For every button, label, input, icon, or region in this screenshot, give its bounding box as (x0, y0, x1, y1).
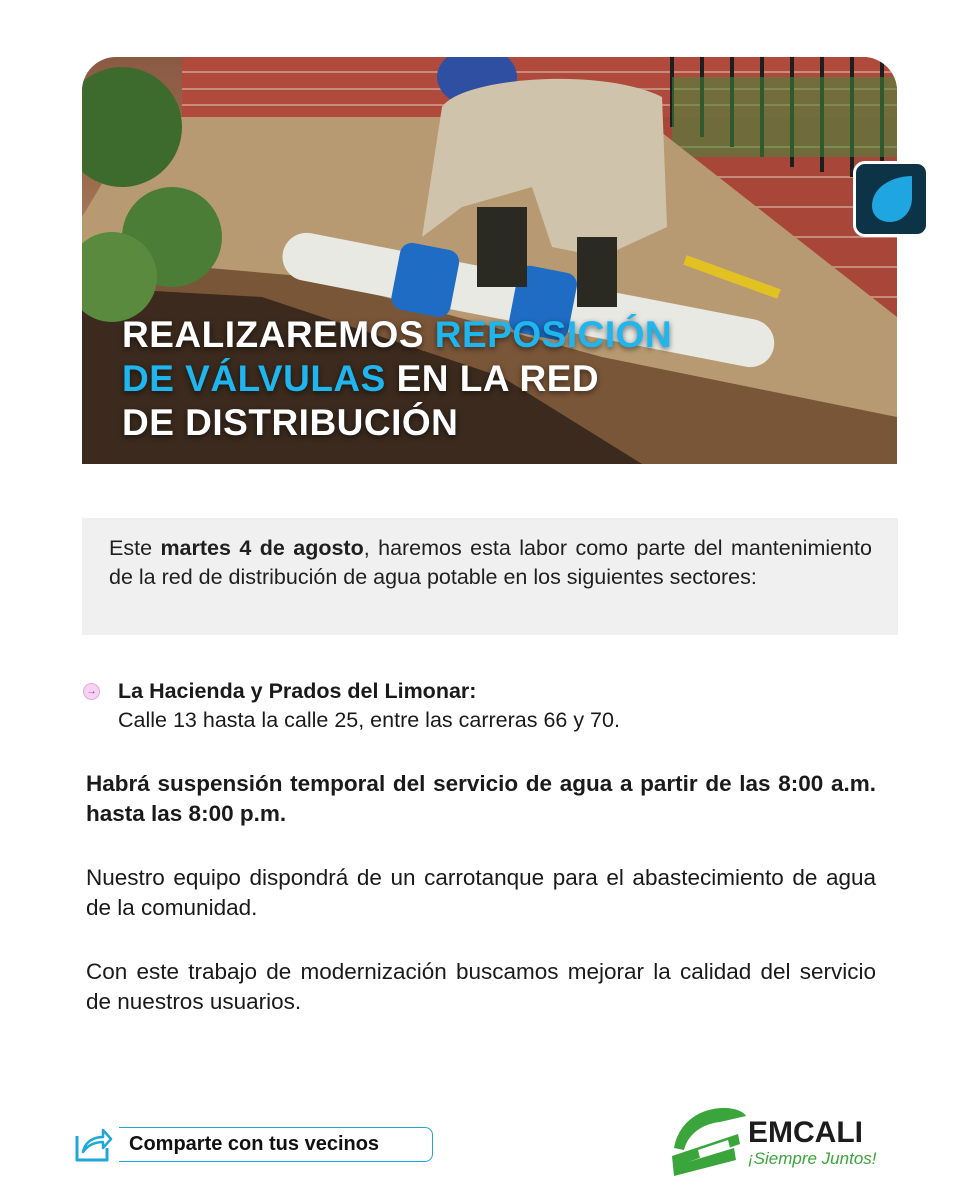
title-line2-blue: DE VÁLVULAS (122, 358, 386, 399)
share-button[interactable] (73, 1124, 435, 1164)
sector-detail: Calle 13 hasta la calle 25, entre las carreras 66 y 70. (118, 708, 620, 732)
intro-box (82, 518, 898, 635)
hero-image (82, 57, 897, 464)
share-label: Comparte con tus vecinos (119, 1127, 433, 1162)
share-icon (73, 1124, 113, 1164)
water-drop-badge (853, 161, 929, 237)
sector-name: La Hacienda y Prados del Limonar: (118, 679, 477, 703)
title-line1-white: REALIZAREMOS (122, 314, 435, 355)
tanker-notice: Nuestro equipo dispondrá de un carrotanque para el abastecimiento de agua de la comunidad. (86, 865, 876, 920)
intro-text-before: Este (109, 536, 161, 560)
logo-slogan: ¡Siempre Juntos! (748, 1149, 877, 1168)
title-line1-blue: REPOSICIÓN (434, 314, 673, 355)
intro-text-after: , haremos esta labor como parte del mantenimiento de la red de distribución de agua potable en los siguientes sectores: (109, 536, 872, 589)
emcali-logo-mark (668, 1104, 748, 1180)
title-line3-white: DE DISTRIBUCIÓN (122, 402, 459, 443)
arrow-right-icon: → (83, 683, 100, 700)
logo-name: EMCALI (748, 1116, 863, 1149)
suspension-notice: Habrá suspensión temporal del servicio de agua a partir de las 8:00 a.m. hasta las 8:00 p.m. (86, 771, 876, 826)
closing-text: Con este trabajo de modernización buscamos mejorar la calidad del servicio de nuestros usuarios. (86, 959, 876, 1014)
emcali-logo (668, 1104, 883, 1180)
water-drop-icon (864, 172, 918, 226)
title-line2-white: EN LA RED (385, 358, 600, 399)
intro-date: martes 4 de agosto (160, 536, 364, 560)
hero-title (122, 313, 742, 445)
